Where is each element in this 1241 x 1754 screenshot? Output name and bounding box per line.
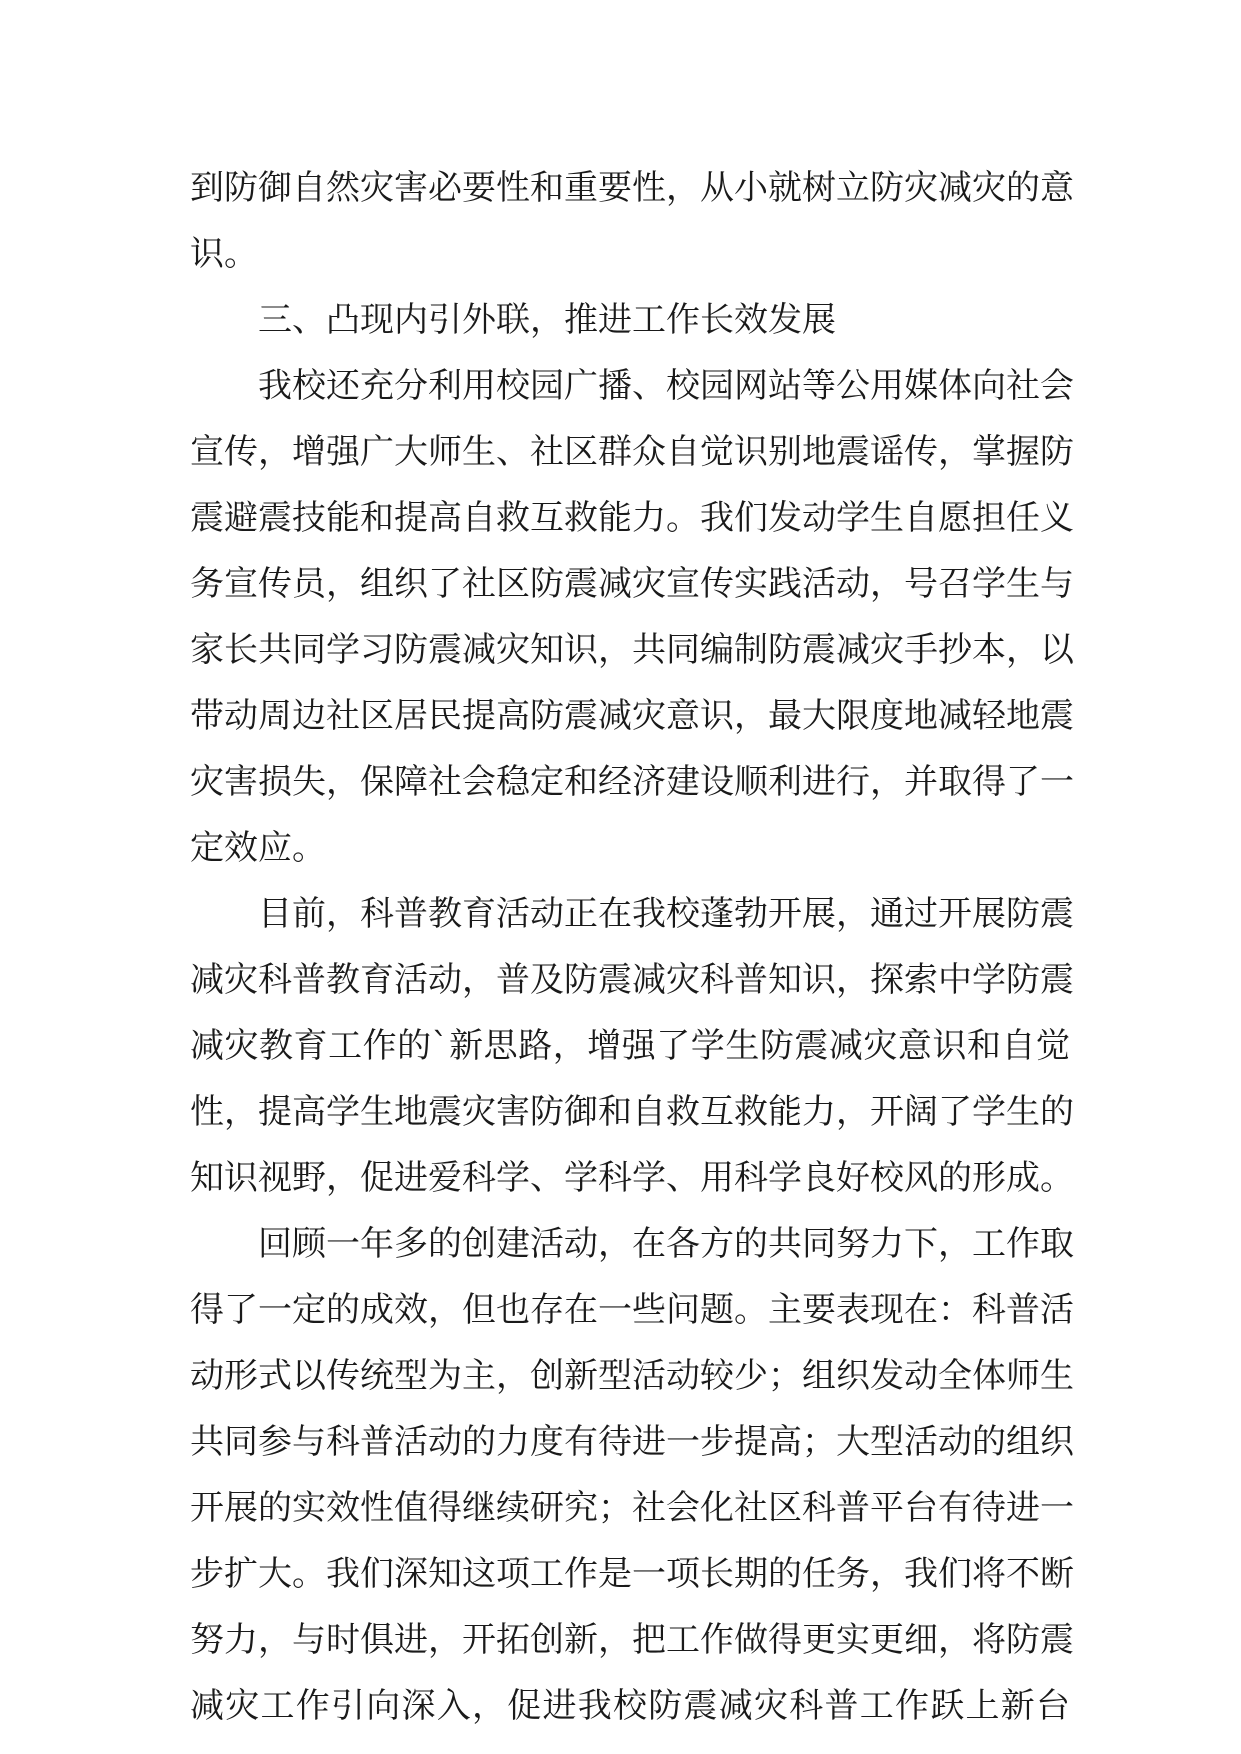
- text-line: 知识视野，促进爱科学、学科学、用科学良好校风的形成。: [190, 1158, 1074, 1198]
- text-line: 到防御自然灾害必要性和重要性，从小就树立防灾减灾的意: [190, 168, 1074, 208]
- text-line: 开展的实效性值得继续研究；社会化社区科普平台有待进一: [190, 1488, 1074, 1528]
- text-line: 带动周边社区居民提高防震减灾意识，最大限度地减轻地震: [190, 696, 1074, 736]
- text-line: 三、凸现内引外联，推进工作长效发展: [258, 300, 836, 340]
- text-line: 震避震技能和提高自救互救能力。我们发动学生自愿担任义: [190, 498, 1074, 538]
- document-body: [190, 155, 1074, 1739]
- text-line: 灾害损失，保障社会稳定和经济建设顺利进行，并取得了一: [190, 762, 1074, 802]
- text-line: 步扩大。我们深知这项工作是一项长期的任务，我们将不断: [190, 1554, 1074, 1594]
- text-line: 回顾一年多的创建活动，在各方的共同努力下，工作取: [258, 1224, 1074, 1264]
- text-line: 识。: [190, 234, 258, 274]
- text-line: 定效应。: [190, 828, 326, 868]
- text-line: 动形式以传统型为主，创新型活动较少；组织发动全体师生: [190, 1356, 1074, 1396]
- text-line: 减灾工作引向深入，促进我校防震减灾科普工作跃上新台: [190, 1686, 1070, 1726]
- text-line: 减灾教育工作的`新思路，增强了学生防震减灾意识和自觉: [190, 1026, 1070, 1066]
- text-line: 家长共同学习防震减灾知识，共同编制防震减灾手抄本，以: [190, 630, 1074, 670]
- text-line: 性，提高学生地震灾害防御和自救互救能力，开阔了学生的: [190, 1092, 1074, 1132]
- text-line: 目前，科普教育活动正在我校蓬勃开展，通过开展防震: [258, 894, 1074, 934]
- text-line: 我校还充分利用校园广播、校园网站等公用媒体向社会: [258, 366, 1074, 406]
- text-line: 宣传，增强广大师生、社区群众自觉识别地震谣传，掌握防: [190, 432, 1074, 472]
- text-line: 共同参与科普活动的力度有待进一步提高；大型活动的组织: [190, 1422, 1074, 1462]
- text-line: 减灾科普教育活动，普及防震减灾科普知识，探索中学防震: [190, 960, 1074, 1000]
- text-line: 务宣传员，组织了社区防震减灾宣传实践活动，号召学生与: [190, 564, 1074, 604]
- text-line: 得了一定的成效，但也存在一些问题。主要表现在：科普活: [190, 1290, 1074, 1330]
- text-line: 努力，与时俱进，开拓创新，把工作做得更实更细，将防震: [190, 1620, 1074, 1660]
